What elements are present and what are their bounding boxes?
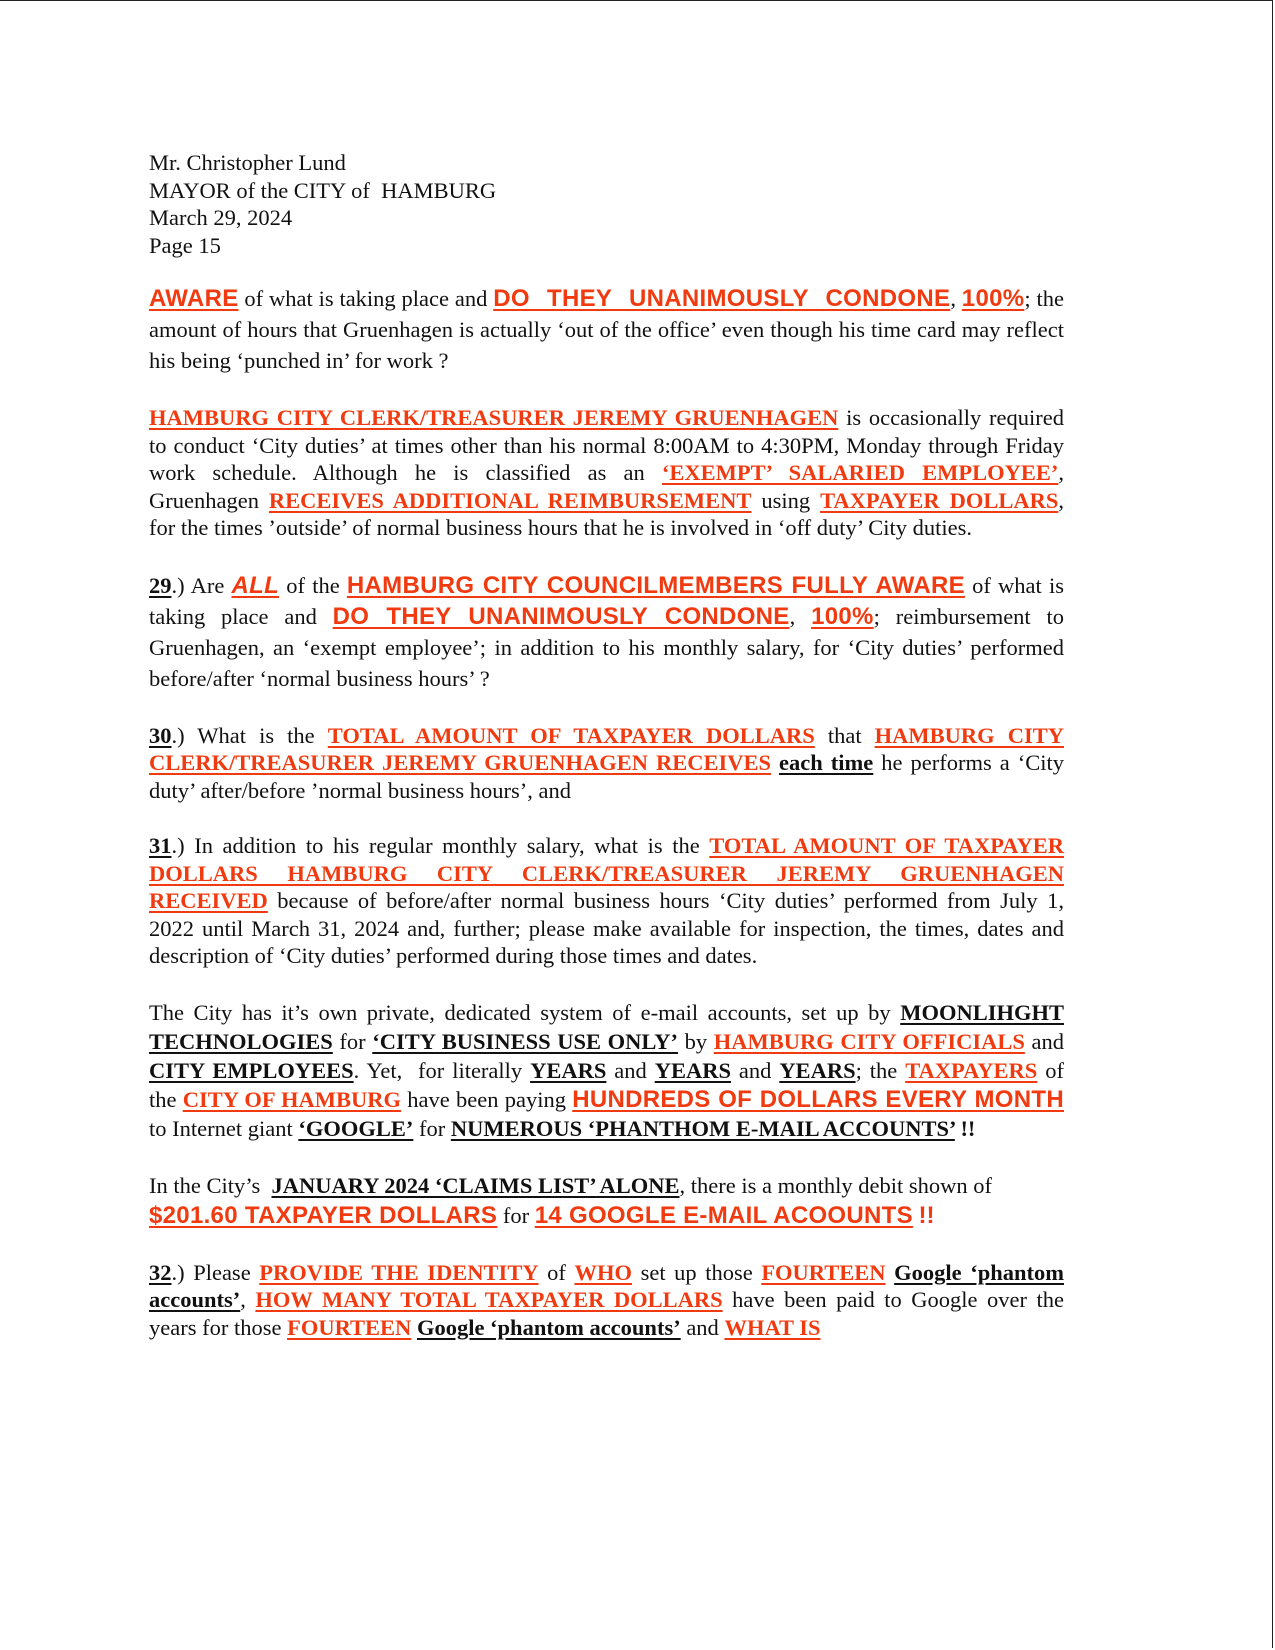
addressee: Mr. Christopher Lund [149, 150, 346, 175]
emphasis-red: CITY OF HAMBURG [182, 1086, 402, 1112]
question-31 [149, 832, 1064, 970]
emphasis-black: ‘CITY BUSINESS USE ONLY’ [372, 1028, 679, 1054]
emphasis-black: JANUARY 2024 ‘CLAIMS LIST’ ALONE [271, 1172, 680, 1198]
paragraph-clerk-reimbursement [149, 404, 1064, 542]
question-number: 32 [149, 1259, 172, 1285]
emphasis-black: YEARS [779, 1057, 856, 1083]
text-run: .) In addition to his regular monthly salary, what is the [171, 833, 710, 858]
emphasis-red: TAXPAYERS [905, 1057, 1038, 1083]
text-run: In the City’s [149, 1172, 272, 1198]
emphasis-black: CITY EMPLOYEES [149, 1057, 354, 1083]
emphasis-red: DO THEY UNANIMOUSLY CONDONE [332, 602, 790, 630]
text-run: and [730, 1057, 780, 1083]
text-run: he performs a ‘City duty’ after/before ’normal business hours’, and [149, 750, 1064, 803]
text-run: set up those [632, 1259, 762, 1285]
text-run: of the [279, 572, 347, 598]
text-run: for [332, 1028, 373, 1054]
letter-body [149, 149, 1064, 1341]
text-run: ; the amount of hours that Gruenhagen is actually ‘out of the office’ even though his time card may reflect his being ‘punched in’ for work ? [149, 286, 1064, 373]
emphasis-red: WHO [574, 1259, 632, 1285]
emphasis-black: Google ‘phantom accounts’ [416, 1314, 681, 1340]
emphasis-red: WHAT IS [724, 1314, 821, 1340]
emphasis-red: DO THEY UNANIMOUSLY CONDONE [493, 285, 951, 312]
text-run: .) Are [171, 572, 232, 598]
text-run: , [950, 286, 962, 311]
emphasis-red: FOURTEEN [287, 1314, 412, 1340]
emphasis-red: ALL [231, 571, 280, 599]
emphasis-red: TOTAL AMOUNT OF TAXPAYER DOLLARS HAMBURG CITY CLERK/TREASURER JEREMY GRUENHAGEN RECEIVED [149, 833, 1064, 913]
emphasis-black: NUMEROUS ‘PHANTHOM E-MAIL ACCOUNTS’ [450, 1115, 955, 1141]
question-number: 29 [149, 572, 172, 598]
paragraph-google-accounts [149, 998, 1064, 1143]
emphasis-red: FOURTEEN [761, 1259, 886, 1285]
exclamation: !! [918, 1201, 935, 1229]
text-run [886, 1260, 895, 1285]
question-29 [149, 570, 1064, 694]
text-run: .) What is the [171, 722, 328, 748]
emphasis-red: HOW MANY TOTAL TAXPAYER DOLLARS [255, 1287, 723, 1312]
page-number: Page 15 [149, 232, 221, 258]
text-run: , for the times ’outside’ of normal business hours that he is involved in ‘off duty’ City duties. [149, 487, 1065, 540]
text-run: .) Please [171, 1259, 260, 1285]
question-32 [149, 1259, 1064, 1342]
addressee-title: MAYOR of the CITY of HAMBURG [149, 177, 497, 203]
text-run: . Yet, for literally [353, 1057, 531, 1083]
emphasis-red: 100% [961, 285, 1025, 312]
text-run: have been paid to Google over the years for those [149, 1287, 1064, 1340]
emphasis-red: RECEIVES ADDITIONAL REIMBURSEMENT [268, 487, 752, 513]
text-run: that [814, 722, 875, 748]
text-run: of what is taking place and [149, 572, 1064, 629]
text-run: using [751, 487, 821, 513]
letter-date: March 29, 2024 [149, 205, 293, 230]
paragraph-aware [149, 283, 1064, 376]
text-run: The City has it’s own private, dedicated system of e-mail accounts, set up by [149, 999, 901, 1025]
emphasis-red: HAMBURG CITY CLERK/TREASURER JEREMY GRUENHAGEN RECEIVES [149, 722, 1064, 775]
text-run: of the [149, 1057, 1064, 1112]
text-run: of [538, 1259, 575, 1285]
text-run: and [1024, 1028, 1064, 1054]
emphasis-red: 100% [811, 602, 874, 630]
emphasis-black: each time [779, 750, 874, 775]
emphasis-red: $201.60 TAXPAYER DOLLARS [149, 1201, 498, 1229]
text-run: for [413, 1115, 451, 1141]
text-run: ; the [855, 1057, 906, 1083]
text-run: , [240, 1287, 256, 1312]
text-run [771, 750, 779, 775]
question-number: 30 [149, 722, 172, 748]
text-run: , Gruenhagen [149, 460, 1064, 513]
emphasis-red: AWARE [149, 285, 239, 312]
emphasis-red: ‘EXEMPT’ SALARIED EMPLOYEE’ [661, 460, 1059, 485]
text-run: have been paying [401, 1086, 573, 1112]
text-run: , [789, 603, 812, 629]
emphasis-red: HAMBURG CITY COUNCILMEMBERS FULLY AWARE [346, 571, 965, 599]
emphasis-black: Google ‘phantom accounts’ [149, 1259, 1064, 1312]
emphasis-red: 14 GOOGLE E-MAIL ACOOUNTS [534, 1201, 913, 1229]
emphasis-red: HAMBURG CITY OFFICIALS [713, 1028, 1025, 1054]
letter-header [149, 149, 1064, 259]
text-run: and [680, 1314, 725, 1340]
emphasis-black: YEARS [530, 1057, 607, 1083]
paragraph-claims-list [149, 1171, 1064, 1231]
emphasis-black: ‘GOOGLE’ [298, 1115, 414, 1141]
text-run: and [606, 1057, 655, 1083]
text-run: is occasionally required to conduct ‘City duties’ at times other than his normal 8:00AM to 4:30PM, Monday through Friday work schedule. Although he is classified as an [149, 405, 1064, 485]
text-run: by [678, 1028, 714, 1054]
emphasis-red: PROVIDE THE IDENTITY [259, 1259, 539, 1285]
text-run: because of before/after normal business hours ‘City duties’ performed from July 1, 2022 until March 31, 2024 and, further; please make available for inspection, the times, dates and description of ‘City duties’ performed during those times and dates. [149, 888, 1064, 968]
text-run: for [497, 1202, 535, 1228]
emphasis-black: YEARS [654, 1057, 731, 1083]
emphasis-red: TOTAL AMOUNT OF TAXPAYER DOLLARS [327, 722, 815, 748]
emphasis-black: MOONLIHGHT TECHNOLOGIES [149, 999, 1064, 1054]
question-number: 31 [149, 833, 172, 858]
text-run: to Internet giant [149, 1115, 299, 1141]
question-30 [149, 722, 1064, 805]
emphasis-red: HAMBURG CITY CLERK/TREASURER JEREMY GRUENHAGEN [149, 405, 839, 430]
text-run: !! [954, 1115, 976, 1141]
emphasis-red: TAXPAYER DOLLARS [820, 487, 1059, 513]
emphasis-red: HUNDREDS OF DOLLARS EVERY MONTH [572, 1085, 1064, 1113]
text-run: , there is a monthly debit shown of [679, 1172, 992, 1198]
text-run: of what is taking place and [238, 286, 494, 311]
text-run: ; reimbursement to Gruenhagen, an ‘exempt employee’; in addition to his monthly salary, for ‘City duties’ performed before/after ‘normal business hours’ ? [149, 603, 1065, 691]
